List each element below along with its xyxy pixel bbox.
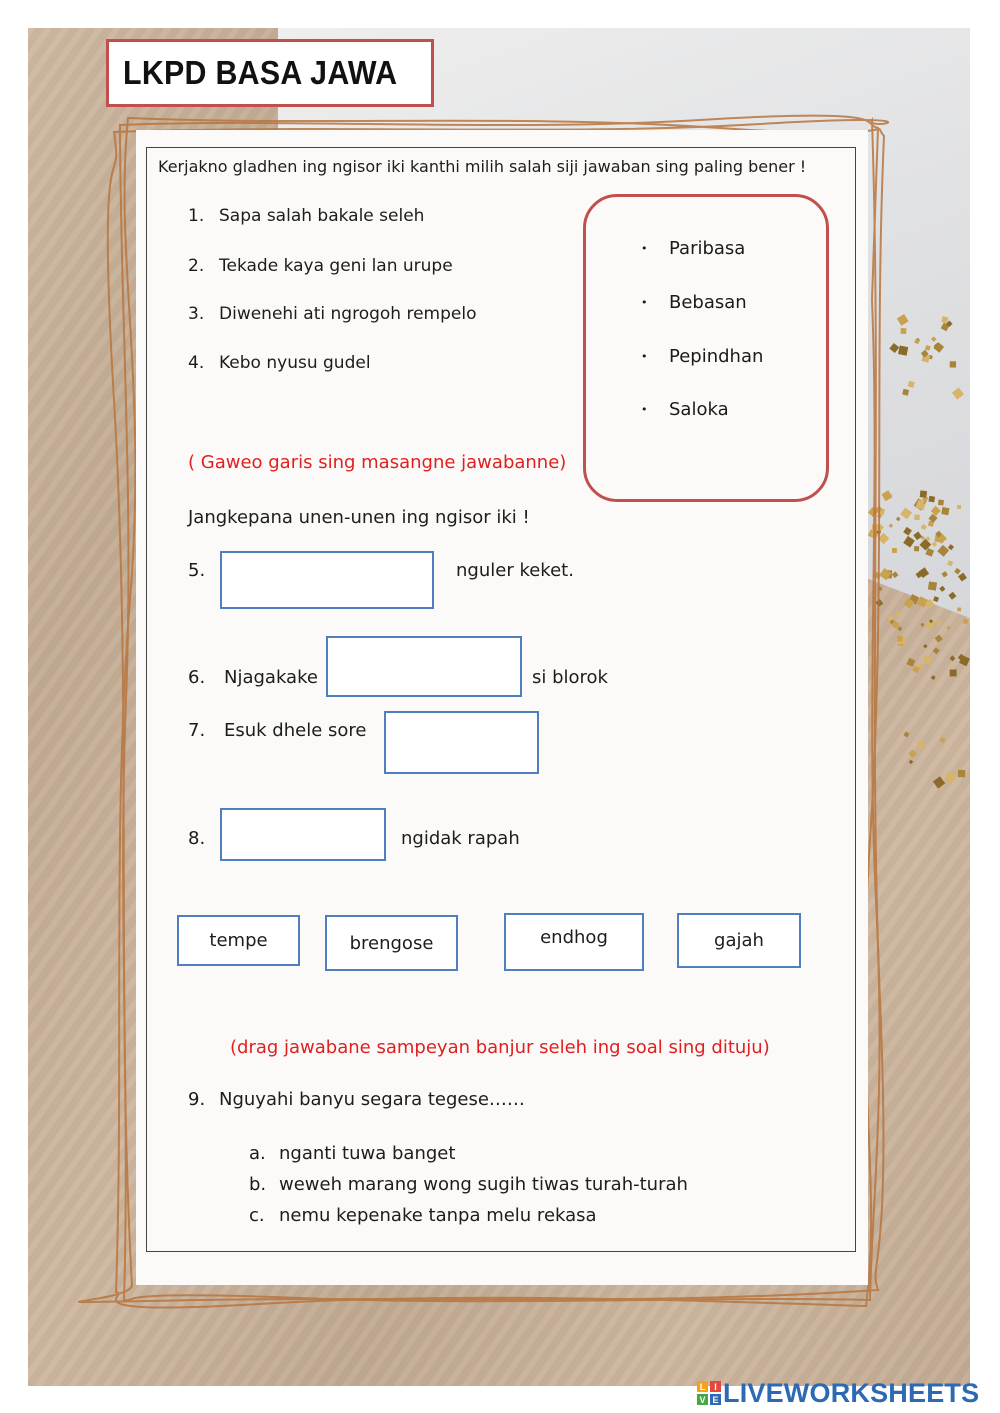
choice-a-text[interactable]: nganti tuwa banget: [279, 1143, 456, 1164]
option-label: Bebasan: [669, 292, 747, 313]
item-2-text[interactable]: Tekade kaya geni lan urupe: [219, 256, 453, 276]
item-2-number: 2.: [188, 256, 205, 276]
bullet-icon: •: [641, 296, 648, 309]
item-1-number: 1.: [188, 206, 205, 226]
drag-word-tempe[interactable]: tempe: [177, 915, 300, 966]
q7-drop-box[interactable]: [384, 711, 539, 774]
bullet-icon: •: [641, 350, 648, 363]
q5-drop-box[interactable]: [220, 551, 434, 609]
q5-number: 5.: [188, 560, 206, 581]
q5-after-text: nguler keket.: [456, 560, 574, 581]
svg-text:L: L: [699, 1382, 706, 1392]
option-label: Pepindhan: [669, 346, 764, 367]
liveworksheets-logo-icon: [697, 1381, 721, 1405]
q9-number: 9.: [188, 1089, 206, 1110]
item-4-number: 4.: [188, 353, 205, 373]
q8-number: 8.: [188, 828, 206, 849]
matching-hint: ( Gaweo garis sing masangne jawabanne): [188, 452, 567, 473]
item-3-text[interactable]: Diwenehi ati ngrogoh rempelo: [219, 304, 477, 324]
q6-number: 6.: [188, 667, 206, 688]
q6-after-text: si blorok: [532, 667, 608, 688]
title-box: [106, 39, 434, 107]
choice-b-text[interactable]: weweh marang wong sugih tiwas turah-turah: [279, 1174, 688, 1195]
svg-text:V: V: [699, 1395, 706, 1405]
option-label: Saloka: [669, 399, 729, 420]
q6-before-text: Njagakake: [224, 667, 318, 688]
drag-word-gajah[interactable]: gajah: [677, 913, 801, 968]
item-1-text[interactable]: Sapa salah bakale seleh: [219, 206, 425, 226]
bullet-icon: •: [641, 242, 648, 255]
svg-text:I: I: [714, 1382, 717, 1392]
q6-drop-box[interactable]: [326, 636, 522, 697]
option-label: Paribasa: [669, 238, 746, 259]
liveworksheets-logo-text: LIVEWORKSHEETS: [723, 1377, 980, 1408]
choice-c-text[interactable]: nemu kepenake tanpa melu rekasa: [279, 1205, 597, 1226]
choice-c-letter: c.: [249, 1205, 265, 1226]
instruction-text: Kerjakno gladhen ing ngisor iki kanthi milih salah siji jawaban sing paling bener !: [158, 157, 807, 176]
svg-text:E: E: [712, 1395, 719, 1405]
options-box: [583, 194, 829, 502]
item-4-text[interactable]: Kebo nyusu gudel: [219, 353, 371, 373]
drag-word-endhog[interactable]: endhog: [504, 913, 644, 971]
choice-a-letter: a.: [249, 1143, 266, 1164]
drag-hint: (drag jawabane sampeyan banjur seleh ing soal sing dituju): [230, 1037, 770, 1058]
q8-after-text: ngidak rapah: [401, 828, 520, 849]
q9-question: Nguyahi banyu segara tegese……: [219, 1089, 525, 1110]
drag-word-brengose[interactable]: brengose: [325, 915, 458, 971]
q8-drop-box[interactable]: [220, 808, 386, 861]
q7-number: 7.: [188, 720, 206, 741]
page-title: LKPD BASA JAWA: [123, 54, 398, 91]
liveworksheets-logo: [697, 1378, 979, 1408]
completion-heading: Jangkepana unen-unen ing ngisor iki !: [188, 507, 530, 528]
choice-b-letter: b.: [249, 1174, 267, 1195]
item-3-number: 3.: [188, 304, 205, 324]
q7-before-text: Esuk dhele sore: [224, 720, 367, 741]
bullet-icon: •: [641, 403, 648, 416]
